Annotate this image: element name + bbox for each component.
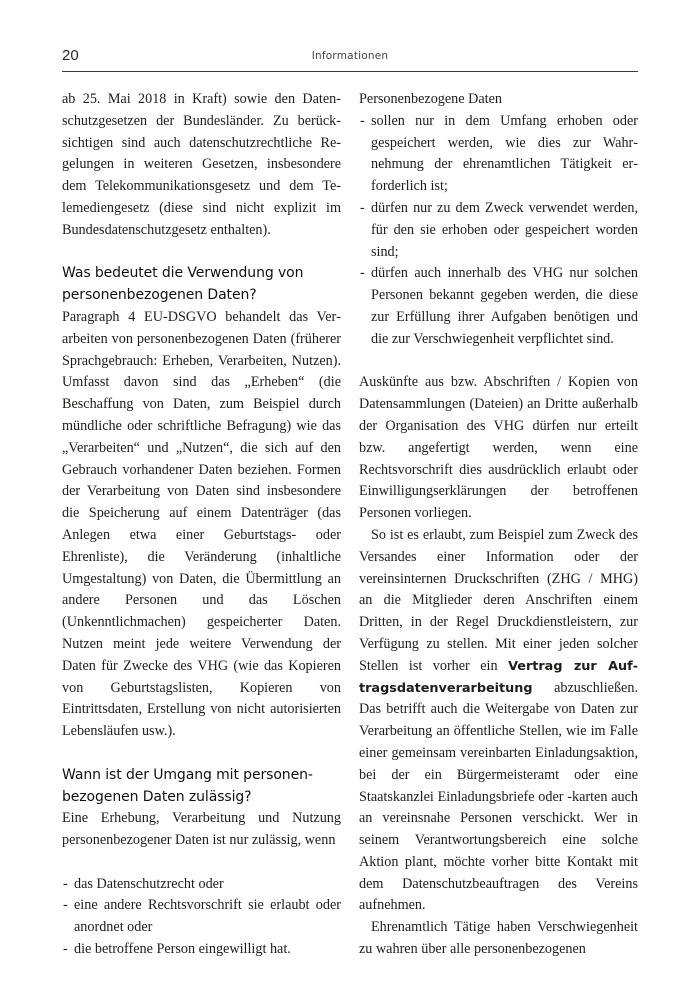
paragraph-auskuenfte: Auskünfte aus bzw. Abschriften / Kopien von Datensammlungen (Dateien) an Dritte außerhalb der Organisation des VHG dürfen nur erteilt bzw. angefertigt werden, wenn eine Rechtsvorschrift dies ausdrücklich erlaubt oder Einwilligungserklärungen der betroffenen Personen vorliegen.	[359, 374, 638, 522]
rules-list	[359, 111, 638, 351]
conditions-list	[62, 874, 341, 961]
list-item: - eine andere Rechtsvorschrift sie erlaubt oder anordnet oder	[62, 895, 341, 939]
list-item: - dürfen auch innerhalb des VHG nur solchen Personen bekannt gegeben werden, die diese zur Erfüllung ihrer Aufgaben benötigen und die zur Verschwiegenheit verpflichtet sind.	[359, 263, 638, 350]
list-item: - das Datenschutzrecht oder	[62, 874, 341, 896]
section-heading-verwendung: Was bedeutet die Verwendung von personenbezogenen Daten?	[62, 265, 304, 304]
section-heading-zulaessig: Wann ist der Umgang mit personenbezogenen Daten zulässig?	[62, 766, 313, 805]
intro-paragraph: ab 25. Mai 2018 in Kraft) sowie den Datenschutzgesetzen der Bundesländer. Zu berücksichtigen sind auch datenschutzrechtliche Regelungen in weiteren Gesetzen, insbesondere dem Telekommunikationsgesetz und dem Telemediengesetz (diese sind nicht explizit im Bundesdatenschutzgesetz enthalten).	[62, 91, 341, 238]
page-header	[62, 47, 638, 72]
list-item: - die betroffene Person eingewilligt hat.	[62, 939, 341, 961]
bold-term-auftragsdatenverarbeitung: Vertrag zur Auftragsdatenverarbeitung	[359, 658, 639, 696]
left-column	[62, 89, 341, 961]
list-item: - sollen nur in dem Umfang erhoben oder gespeichert werden, wie dies zur Wahrnehmung der ehrenamtlichen Tätigkeit erforderlich ist;	[359, 111, 638, 198]
right-column	[359, 89, 638, 961]
list-intro: Personenbezogene Daten	[359, 91, 502, 107]
list-item: - dürfen nur zu dem Zweck verwendet werden, für den sie erhoben oder gespeichert worden sind;	[359, 198, 638, 263]
running-title: Informationen	[311, 50, 389, 62]
section-paragraph-verwendung: Paragraph 4 EU-DSGVO behandelt das Verarbeiten von personenbezogenen Daten (früherer Sprachgebrauch: Erheben, Verarbeiten, Nutzen). Umfasst davon sind das „Erheben“ (die Beschaffung von Daten, zum Beispiel durch mündliche oder schriftliche Befragung) wie das „Verarbeiten“ und „Nutzen“, die sich auf den Gebrauch vorhandener Daten beziehen. Formen der Verarbeitung von Daten sind insbesondere die Speicherung auf einem Datenträger (das Anlegen etwa einer Geburtstags- oder Ehrenliste), die Veränderung (inhaltliche Umgestaltung) von Daten, die Übermittlung an andere Personen und das Löschen (Unkenntlichmachen) gespeicherter Daten. Nutzen meint jede weitere Verwendung der Daten für Zwecke des VHG (wie das Kopieren von Geburtstagslisten, Kopieren von Eintrittsdaten, Erstellung von nicht autorisierten Lebensläufen usw.).	[62, 308, 341, 740]
paragraph-versand: So ist es erlaubt, zum Beispiel zum Zweck des Versandes einer Information oder der vereinsinternen Druckschriften (ZHG / MHG) an die Mitglieder deren Anschriften einem Dritten, in der Regel Druckdienstleistern, zur Verfügung zu stellen. Mit einer jeden solcher Stellen ist vorher ein Vertrag zur Auftragsdatenverarbeitung abzuschließen. Das betrifft auch die Weitergabe von Daten zur Verarbeitung an öffentliche Stellen, wie im Falle einer gemeinsam vereinbarten Einladungsaktion, bei der ein Bürgermeisteramt oder eine Staatskanzlei Einladungsbriefe oder -karten auch an vereinsnahe Personen verschickt. Wer in seinem Verantwortungsbereich eine solche Aktion plant, möchte vorher bitte Kontakt mit dem Datenschutzbeauftragen des Vereins aufnehmen.	[359, 526, 639, 914]
paragraph-verschwiegenheit: Ehrenamtlich Tätige haben Verschwiegenheit zu wahren über alle personenbezogenen	[359, 919, 638, 958]
page-number: 20	[62, 47, 79, 64]
section-paragraph-zulaessig: Eine Erhebung, Verarbeitung und Nutzung personenbezogener Daten ist nur zulässig, wenn	[62, 810, 341, 849]
